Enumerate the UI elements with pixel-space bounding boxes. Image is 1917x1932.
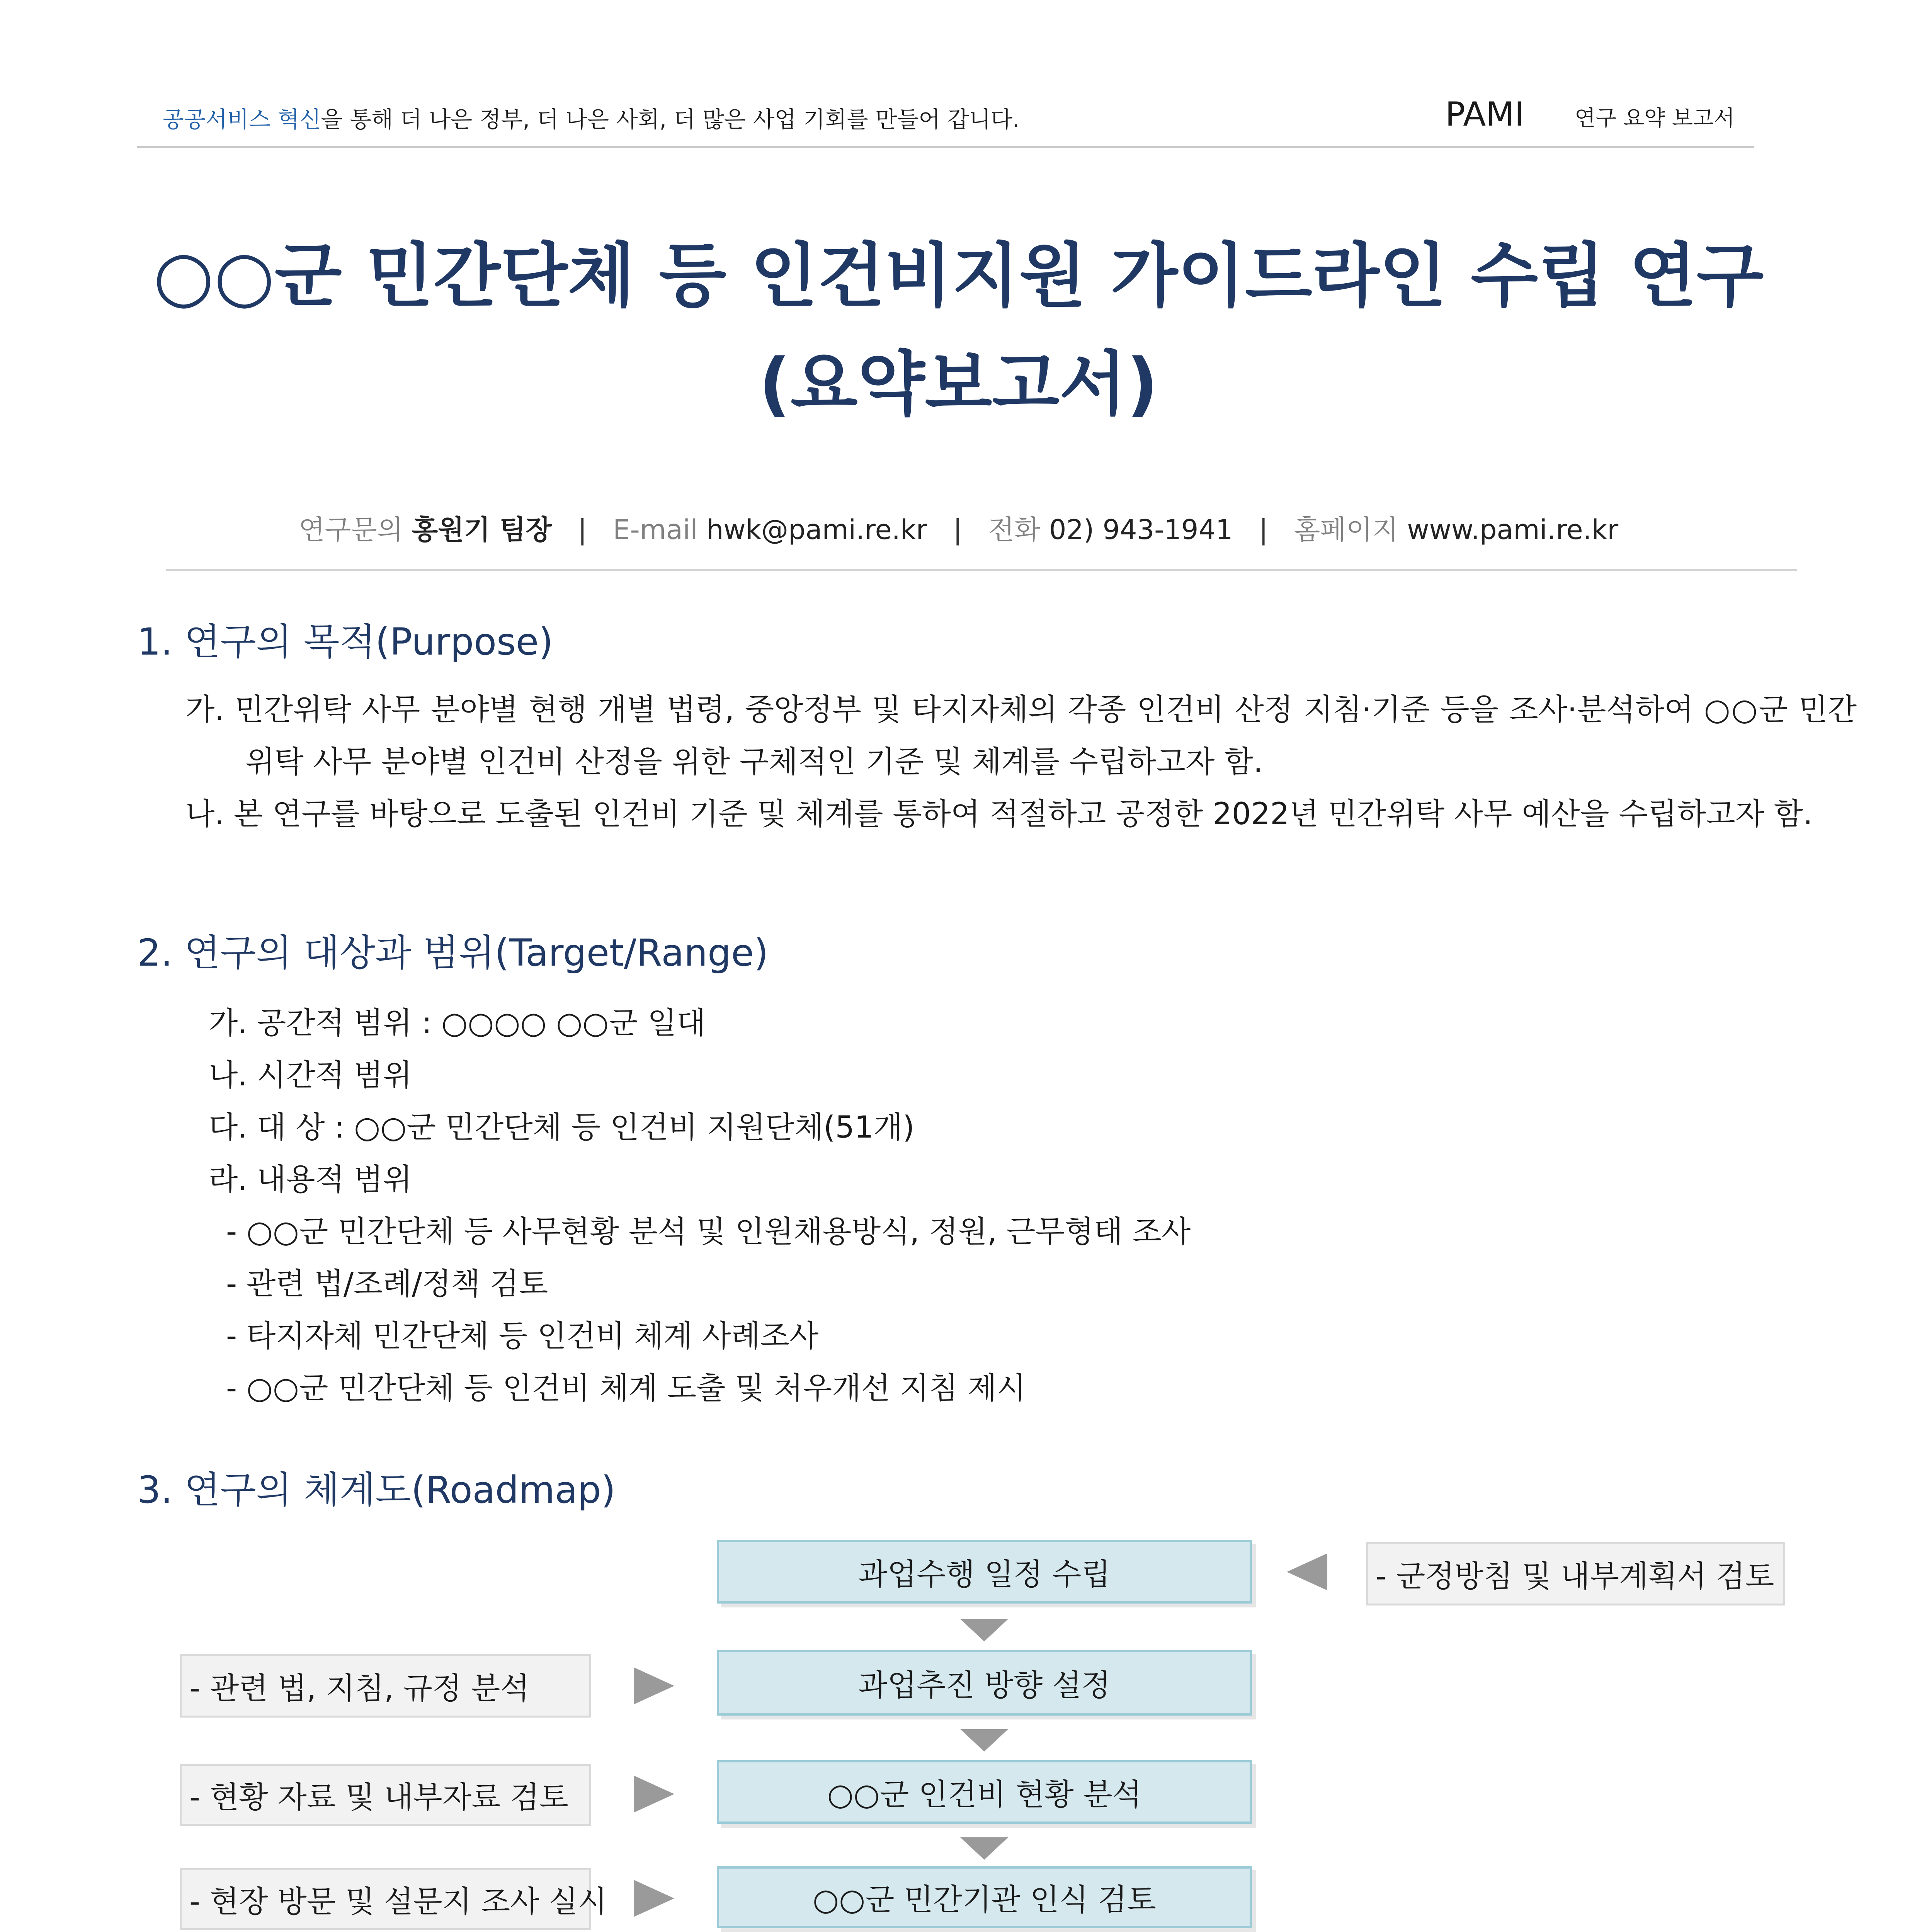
- inquiry-label: 연구문의: [298, 514, 403, 546]
- homepage-link[interactable]: www.pami.re.kr: [1407, 514, 1619, 546]
- header-slogan-highlight: 공공서비스 혁신: [162, 106, 321, 133]
- email-link[interactable]: hwk@pami.re.kr: [706, 514, 927, 546]
- right-arrow-icon: [634, 1880, 674, 1917]
- target-subitem: - 타지자체 민간단체 등 인건비 체계 사례조사: [226, 1319, 819, 1354]
- inquiry-value: 홍원기 팀장: [412, 514, 552, 546]
- contact-separator: |: [953, 514, 963, 546]
- contact-separator: |: [578, 514, 587, 546]
- phone-value: 02) 943-1941: [1049, 514, 1233, 546]
- contact-separator: |: [1259, 514, 1268, 546]
- section-heading-roadmap: 3. 연구의 체계도(Roadmap): [137, 1468, 616, 1512]
- right-arrow-icon: [634, 1776, 674, 1813]
- header-slogan: [162, 101, 1019, 134]
- header-slogan-text: 을 통해 더 나은 정부, 더 나은 사회, 더 많은 사업 기회를 만들어 갑니다.: [321, 106, 1020, 133]
- left-arrow-icon: [1287, 1553, 1327, 1590]
- target-item: 라. 내용적 범위: [209, 1162, 412, 1197]
- down-arrow-icon: [960, 1619, 1008, 1641]
- section-heading-target: 2. 연구의 대상과 범위(Target/Range): [137, 931, 769, 975]
- page-subtitle: (요약보고서): [759, 344, 1158, 425]
- target-subitem: - ○○군 민간단체 등 인건비 체계 도출 및 처우개선 지침 제시: [226, 1371, 1026, 1406]
- target-subitem: - 관련 법/조례/정책 검토: [226, 1267, 548, 1301]
- header-brand: PAMI: [1445, 95, 1524, 134]
- purpose-item: 나. 본 연구를 바탕으로 도출된 인건비 기준 및 체계를 통하여 적절하고 공정한 2022년 민간위탁 사무 예산을 수립하고자 함.: [185, 797, 1813, 832]
- roadmap-step: 과업수행 일정 수립: [717, 1540, 1252, 1604]
- roadmap-left-input: - 현황 자료 및 내부자료 검토: [180, 1764, 591, 1826]
- down-arrow-icon: [960, 1837, 1008, 1860]
- homepage-label: 홈페이지: [1294, 514, 1399, 546]
- roadmap-left-input: - 관련 법, 지침, 규정 분석: [180, 1654, 591, 1718]
- roadmap-left-input: - 현장 방문 및 설문지 조사 실시: [180, 1868, 591, 1930]
- target-item: 다. 대 상 : ○○군 민간단체 등 인건비 지원단체(51개): [209, 1110, 915, 1145]
- purpose-item: 가. 민간위탁 사무 분야별 현행 개별 법령, 중앙정부 및 타지자체의 각종 인건비 산정 지침·기준 등을 조사·분석하여 ○○군 민간위탁 사무 분야별 인건비 산정을 위한 구체적인 기준 및 체계를 수립하고자 함.: [185, 692, 1857, 779]
- roadmap-step: ○○군 인건비 현황 분석: [717, 1760, 1252, 1824]
- down-arrow-icon: [960, 1729, 1008, 1752]
- phone-label: 전화: [988, 514, 1041, 546]
- roadmap-step: 과업추진 방향 설정: [717, 1650, 1252, 1716]
- target-subitem: - ○○군 민간단체 등 사무현황 분석 및 인원채용방식, 정원, 근무형태 조사: [226, 1214, 1191, 1249]
- page-title: ○○군 민간단체 등 인건비지원 가이드라인 수립 연구: [153, 236, 1764, 316]
- email-label: E-mail: [613, 514, 698, 546]
- section-heading-purpose: 1. 연구의 목적(Purpose): [137, 620, 553, 663]
- header-report-type: 연구 요약 보고서: [1575, 106, 1735, 131]
- roadmap-right-input: - 군정방침 및 내부계획서 검토: [1366, 1542, 1785, 1605]
- header-divider: [137, 146, 1754, 148]
- contact-divider: [166, 569, 1797, 571]
- contact-line: [0, 508, 1917, 547]
- roadmap-step: ○○군 민간기관 인식 검토: [717, 1866, 1252, 1928]
- target-item: 나. 시간적 범위: [209, 1058, 412, 1093]
- target-item: 가. 공간적 범위 : ○○○○ ○○군 일대: [209, 1006, 706, 1041]
- right-arrow-icon: [634, 1667, 674, 1704]
